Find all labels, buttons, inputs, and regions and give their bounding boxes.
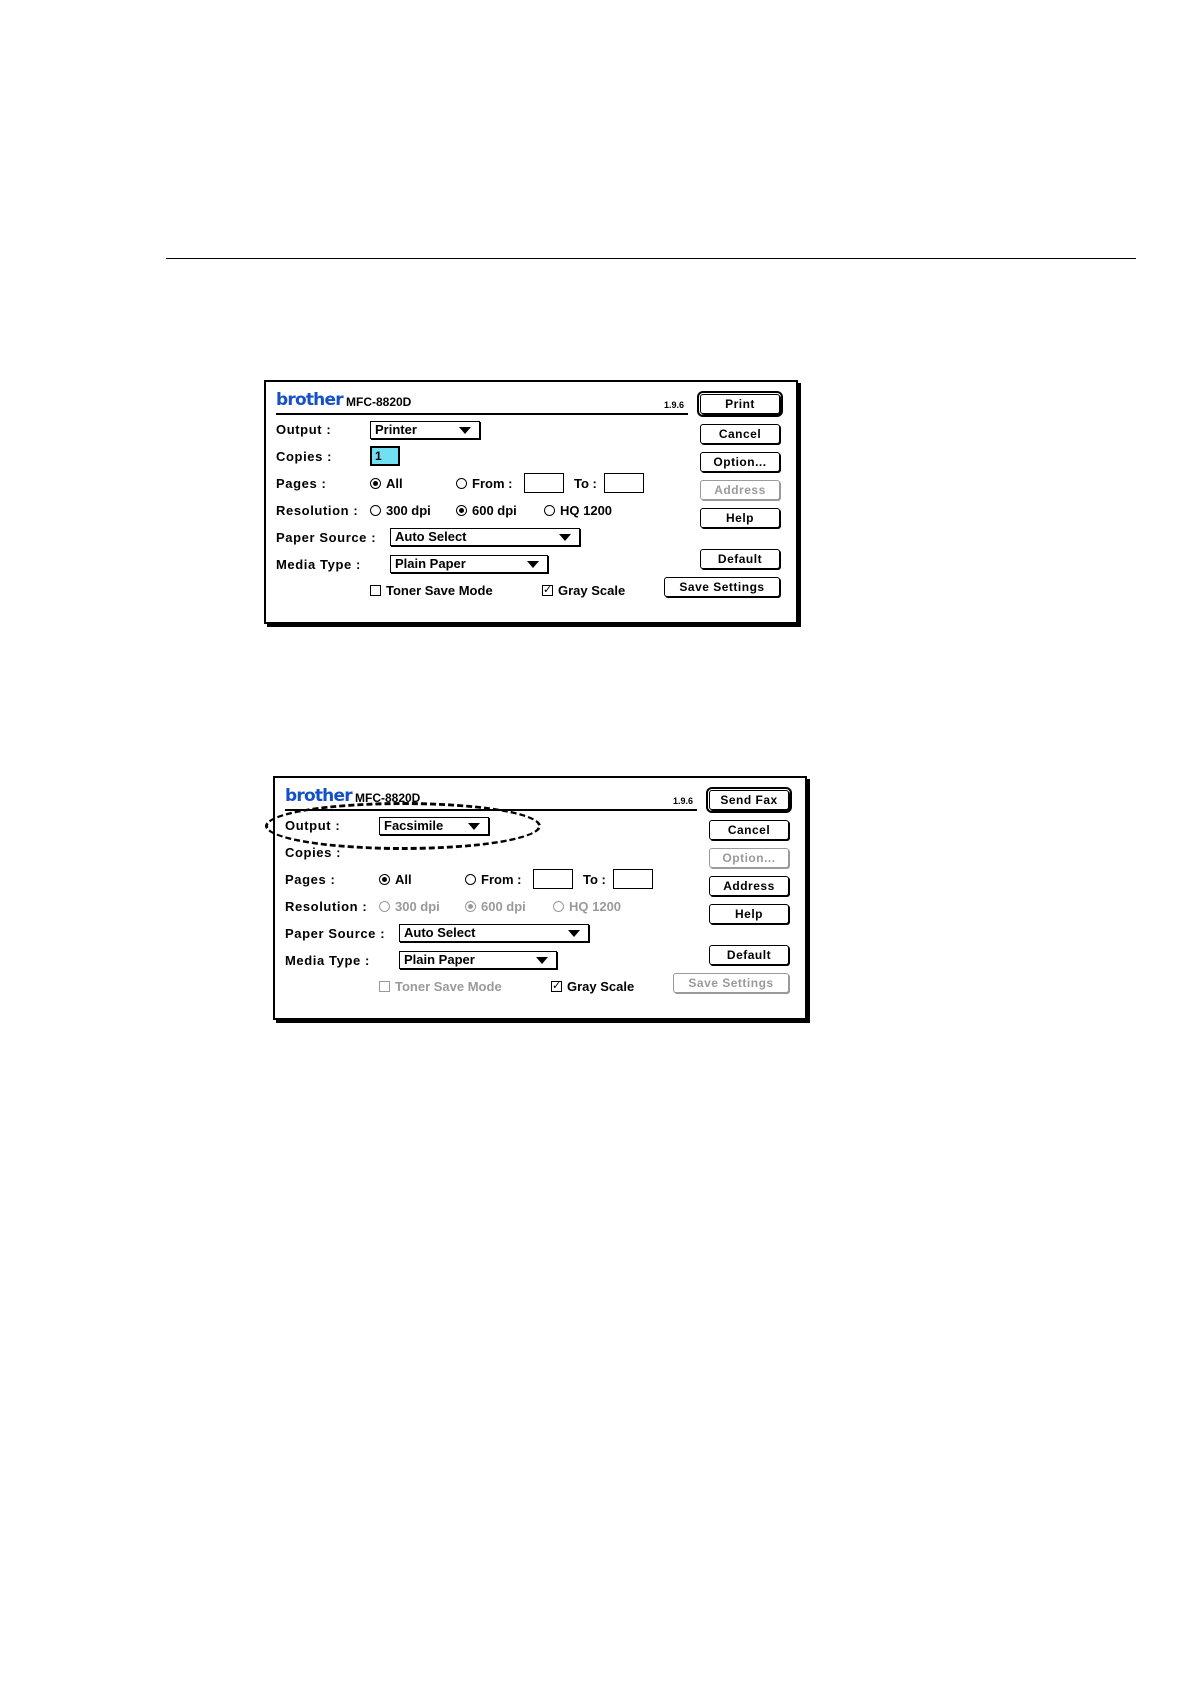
print-dialog-printer xyxy=(264,380,798,624)
res-300-radio[interactable] xyxy=(370,505,381,516)
version-label: 1.9.6 xyxy=(673,796,694,806)
option-button[interactable]: Option... xyxy=(709,848,789,868)
gray-scale-label: Gray Scale xyxy=(567,979,635,994)
resolution-label: Resolution : xyxy=(276,503,359,518)
copies-input[interactable]: 1 xyxy=(370,446,400,466)
copies-label: Copies : xyxy=(285,845,342,860)
copies-label: Copies : xyxy=(276,449,333,464)
media-type-value: Plain Paper xyxy=(395,556,466,571)
media-type-label: Media Type : xyxy=(285,953,370,968)
header-rule xyxy=(276,413,688,415)
paper-source-select[interactable] xyxy=(390,528,580,546)
help-button[interactable]: Help xyxy=(700,508,780,528)
res-600-label: 600 dpi xyxy=(472,503,517,518)
pages-from-radio[interactable] xyxy=(456,478,467,489)
media-type-select[interactable] xyxy=(390,555,548,573)
output-label: Output : xyxy=(285,818,341,833)
resolution-label: Resolution : xyxy=(285,899,368,914)
chevron-down-icon xyxy=(568,930,580,937)
output-select-value: Printer xyxy=(375,422,417,437)
pages-from-label: From : xyxy=(481,872,522,887)
brother-logo: brother xyxy=(285,786,352,806)
version-label: 1.9.6 xyxy=(664,400,685,410)
model-name: MFC-8820D xyxy=(346,395,412,409)
gray-scale-checkbox[interactable]: ✓ xyxy=(552,980,562,992)
gray-scale-checkbox[interactable]: ✓ xyxy=(543,584,553,596)
pages-all-label: All xyxy=(386,476,403,491)
cancel-button[interactable]: Cancel xyxy=(700,424,780,444)
save-settings-button[interactable]: Save Settings xyxy=(664,577,780,597)
pages-label: Pages : xyxy=(276,476,327,491)
chevron-down-icon xyxy=(536,957,548,964)
output-highlight-ellipse xyxy=(265,802,541,850)
res-600-label: 600 dpi xyxy=(481,899,526,914)
pages-from-input[interactable] xyxy=(533,869,573,889)
address-button[interactable]: Address xyxy=(709,876,789,896)
help-button[interactable]: Help xyxy=(709,904,789,924)
toner-save-checkbox[interactable] xyxy=(370,585,381,596)
paper-source-label: Paper Source : xyxy=(285,926,386,941)
model-name: MFC-8820D xyxy=(355,791,421,805)
pages-all-radio[interactable] xyxy=(379,874,390,885)
res-hq-radio[interactable] xyxy=(544,505,555,516)
res-300-label: 300 dpi xyxy=(386,503,431,518)
output-select-value: Facsimile xyxy=(384,818,444,833)
gray-scale-label: Gray Scale xyxy=(558,583,626,598)
page-divider xyxy=(166,258,1136,259)
cancel-button[interactable]: Cancel xyxy=(709,820,789,840)
media-type-label: Media Type : xyxy=(276,557,361,572)
pages-from-radio[interactable] xyxy=(465,874,476,885)
pages-all-label: All xyxy=(395,872,412,887)
toner-save-checkbox xyxy=(379,981,390,992)
pages-all-radio[interactable] xyxy=(370,478,381,489)
default-button[interactable]: Default xyxy=(700,549,780,569)
output-label: Output : xyxy=(276,422,332,437)
chevron-down-icon xyxy=(459,427,471,434)
chevron-down-icon xyxy=(527,561,539,568)
paper-source-select[interactable] xyxy=(399,924,589,942)
toner-save-label: Toner Save Mode xyxy=(395,979,502,994)
pages-from-label: From : xyxy=(472,476,513,491)
address-button[interactable]: Address xyxy=(700,480,780,500)
pages-label: Pages : xyxy=(285,872,336,887)
media-type-value: Plain Paper xyxy=(404,952,475,967)
media-type-select[interactable] xyxy=(399,951,557,969)
res-hq-label: HQ 1200 xyxy=(569,899,622,914)
pages-from-input[interactable] xyxy=(524,473,564,493)
res-600-radio xyxy=(465,901,476,912)
pages-to-input[interactable] xyxy=(604,473,644,493)
pages-to-label: To : xyxy=(583,872,606,887)
paper-source-value: Auto Select xyxy=(395,529,467,544)
pages-to-label: To : xyxy=(574,476,597,491)
res-hq-radio xyxy=(553,901,564,912)
output-select[interactable] xyxy=(370,421,480,439)
res-300-label: 300 dpi xyxy=(395,899,440,914)
brother-logo: brother xyxy=(276,390,343,410)
paper-source-value: Auto Select xyxy=(404,925,476,940)
paper-source-label: Paper Source : xyxy=(276,530,377,545)
toner-save-label: Toner Save Mode xyxy=(386,583,493,598)
option-button[interactable]: Option... xyxy=(700,452,780,472)
res-300-radio xyxy=(379,901,390,912)
save-settings-button[interactable]: Save Settings xyxy=(673,973,789,993)
send-fax-button[interactable]: Send Fax xyxy=(709,790,789,810)
res-hq-label: HQ 1200 xyxy=(560,503,613,518)
pages-to-input[interactable] xyxy=(613,869,653,889)
default-button[interactable]: Default xyxy=(709,945,789,965)
print-button[interactable]: Print xyxy=(700,394,780,414)
res-600-radio[interactable] xyxy=(456,505,467,516)
chevron-down-icon xyxy=(559,534,571,541)
